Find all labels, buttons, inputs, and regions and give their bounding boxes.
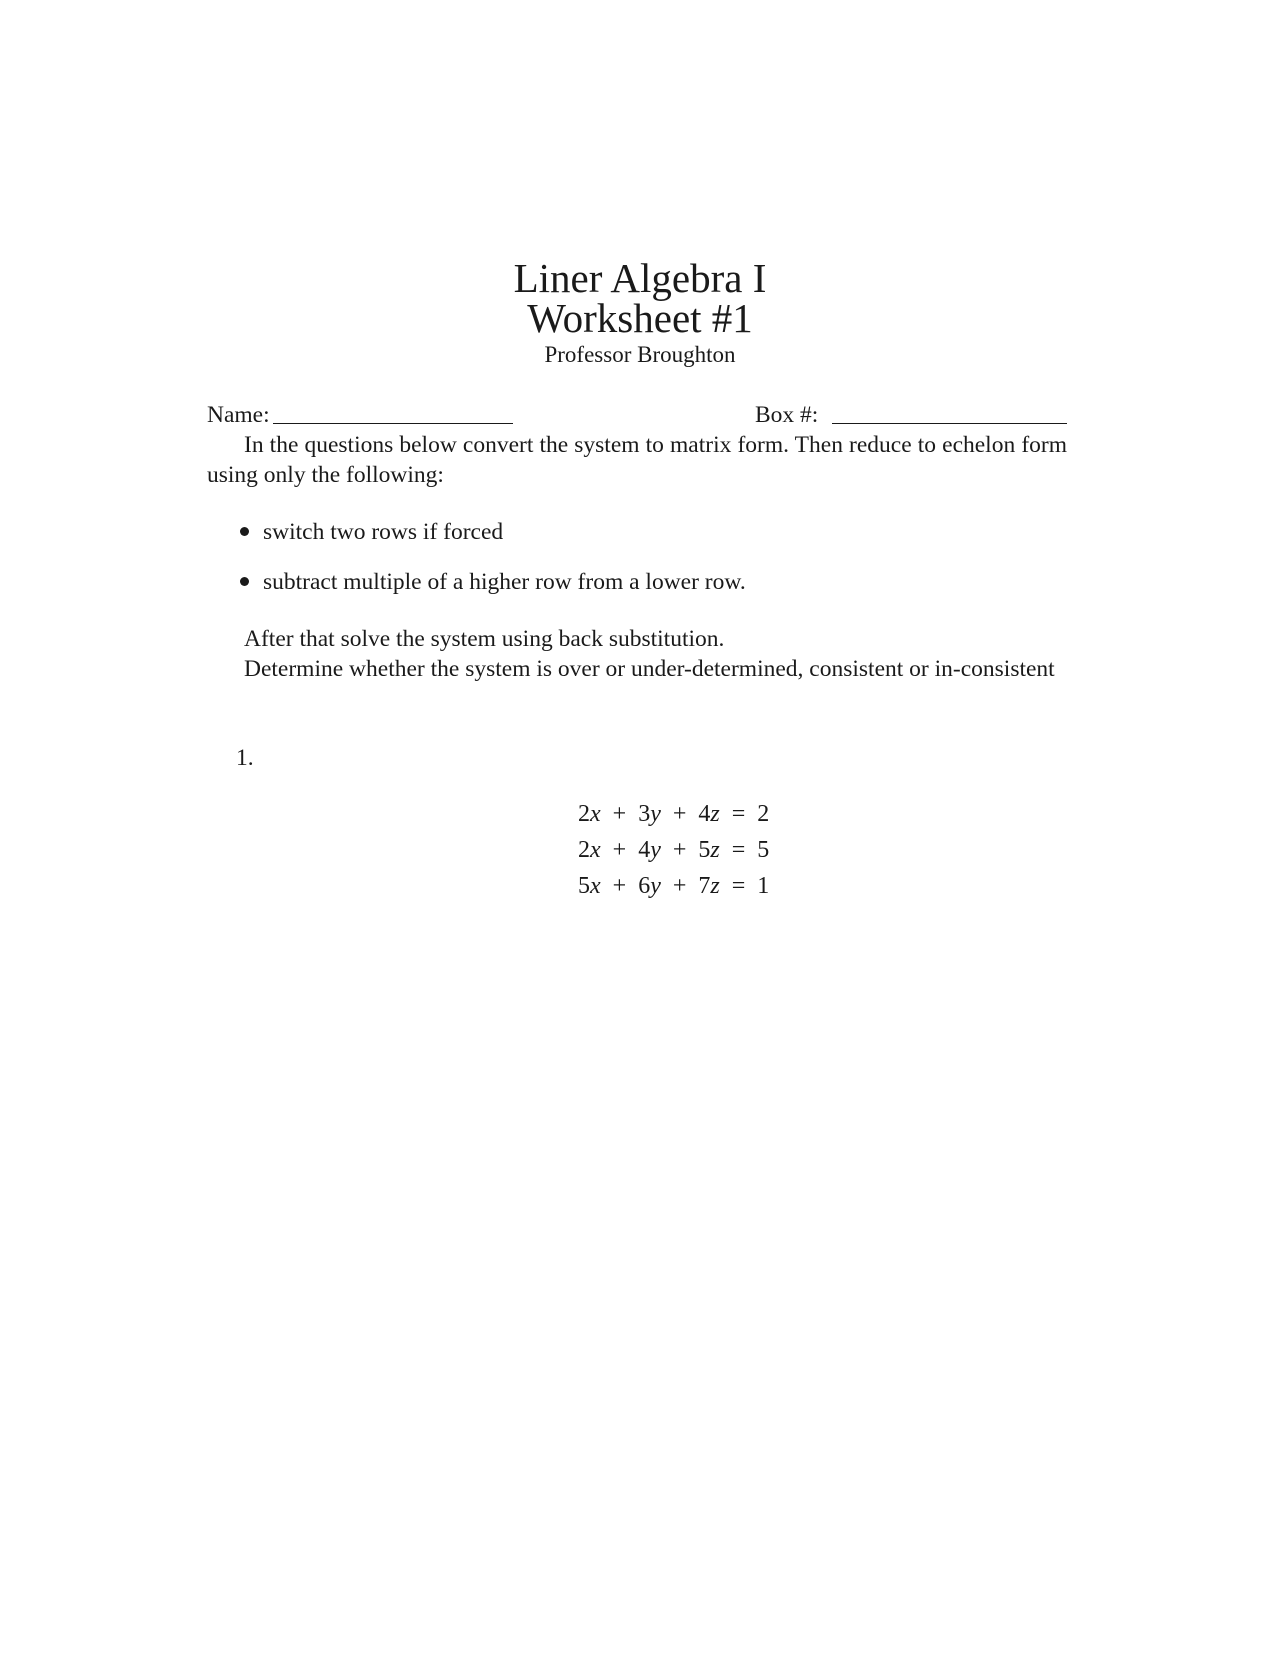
subtitle-professor: Professor Broughton [544, 342, 736, 367]
bullet-item [240, 517, 503, 547]
equation-row: 2x + 4y + 5z = 5 [578, 837, 770, 863]
bullet-text: subtract multiple of a higher row from a lower row. [263, 569, 746, 595]
box-label: Box #: [755, 402, 819, 428]
equation-row: 2x + 3y + 4z = 2 [578, 801, 770, 827]
name-blank-line[interactable] [273, 423, 513, 424]
bullet-icon [240, 577, 249, 586]
after-text: After that solve the system using back substitution. [244, 626, 725, 652]
problem-number: 1. [236, 745, 254, 771]
equation-row: 5x + 6y + 7z = 1 [578, 873, 770, 899]
title-block [0, 255, 1280, 369]
determine-paragraph [207, 654, 1067, 684]
name-label: Name: [207, 402, 270, 428]
intro-text: In the questions below convert the system to matrix form. Then reduce to echelon form using only the following: [207, 432, 1067, 488]
bullet-item [240, 567, 746, 597]
after-paragraph [207, 624, 1067, 654]
title-course: Liner Algebra I [513, 255, 767, 301]
box-blank-line[interactable] [832, 423, 1067, 424]
bullet-text: switch two rows if forced [263, 519, 504, 545]
title-worksheet: Worksheet #1 [527, 295, 753, 341]
name-box-row [207, 400, 1067, 430]
equation-system [578, 796, 778, 904]
intro-paragraph [207, 430, 1067, 490]
determine-text: Determine whether the system is over or under-determined, consistent or in-consistent [244, 656, 1055, 682]
bullet-icon [240, 527, 249, 536]
